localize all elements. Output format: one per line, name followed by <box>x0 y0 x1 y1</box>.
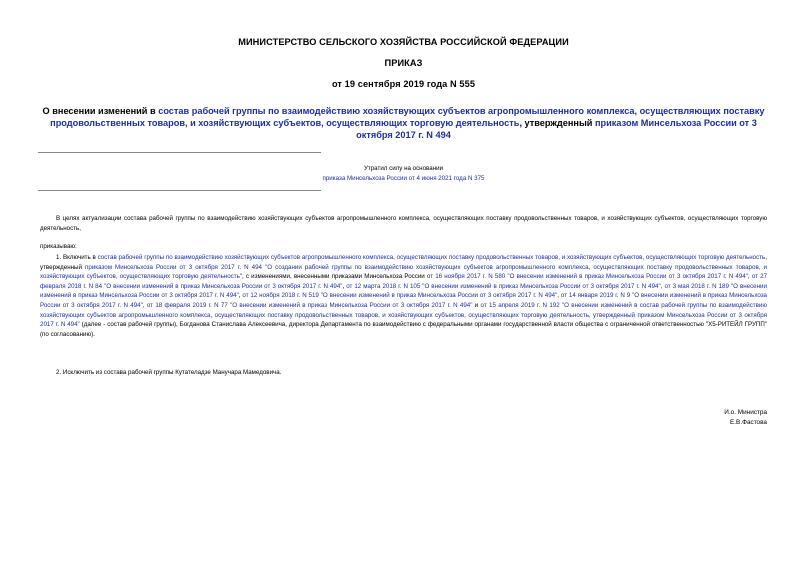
item-2: 2. Исключить из состава рабочей группы Кутателадзе Манучара Мамедовича. <box>56 369 282 376</box>
item1-order-494-link[interactable]: приказом Минсельхоза России от 3 октября 2017 г. N 494 "О создании рабочей группы по взаимодействию хозяйствующих субъектов агропромышленного комплекса, осуществляющих поставку продовольственных товаров, и хозяйствующих субъектов, осуществляющих торговую деятельность" <box>40 263 767 281</box>
title-group-link[interactable]: состав рабочей группы по взаимодействию хозяйствующих субъектов агропромышленного комплекса, осуществляющих поставку продовольственных товаров, и хозяйствующих субъектов, осуществляющих торговую деятельность <box>50 106 765 128</box>
item1-text: , <box>342 282 347 290</box>
item1-order-519-link[interactable]: от 12 ноября 2018 г. N 519 "О внесении изменений в приказ Минсельхоза России от 3 октября 2017 г. N 494" <box>242 292 558 300</box>
item1-order-84-link[interactable]: от 27 февраля 2018 г. N 84 "О внесении изменений в приказ Минсельхоза России от 3 октября 2017 г. N 494" <box>40 273 768 290</box>
item1-text: и <box>472 301 481 309</box>
signatory-position: И.о. Министра <box>724 409 767 416</box>
document-type: ПРИКАЗ <box>384 58 423 68</box>
item1-group-link[interactable]: состав рабочей группы по взаимодействию хозяйствующих субъектов агропромышленного комплекса, осуществляющих поставку продовольственных товаров, и хозяйствующих субъектов, осуществляющих торговую деятельность <box>97 254 766 261</box>
item1-order-192-link[interactable]: от 15 апреля 2019 г. N 192 "О внесении изменений в состав рабочей группы по взаимодействию хозяйствующих субъектов агропромышленного комплекса, осуществляющих поставку продовольственных товаров, и хозяйствующих субъектов, осуществляющих торговую деятельность, утвержденный приказом Минсельхоза России от 3 октября 2017 г. N 494" <box>40 301 768 329</box>
title-order-link[interactable]: приказом Минсельхоза России от 3 октября 2017 г. N 494 <box>356 118 757 140</box>
item1-order-77-link[interactable]: от 18 февраля 2019 г. N 77 "О внесении изменений в приказ Минсельхоза России от 3 октября 2017 г. N 494" <box>146 301 473 309</box>
item1-text: (далее - состав рабочей группы), Богданова Станислава Алексеевича, директора Департамента по взаимодействию с федеральными органами государственной власти общества с ограниченной ответственностью "Х5-РИТЕЙЛ ГРУПП" (по согласованию). <box>40 321 767 338</box>
title-suffix: , утвержденный <box>519 118 595 128</box>
item1-order-105-link[interactable]: от 12 марта 2018 г. N 105 "О внесении изменений в приказ Минсельхоза России от 3 октября 2017 г. N 494" <box>346 282 661 290</box>
status-note <box>0 164 807 183</box>
item1-order-9-link[interactable]: от 14 января 2019 г. N 9 "О внесении изменений в приказ Минсельхоза России от 3 октября 2017 г. N 494" <box>40 292 767 309</box>
item1-order-189-link[interactable]: от 3 мая 2018 г. N 189 "О внесении изменений в приказ Минсельхоза России от 3 октября 2017 г. N 494" <box>40 282 767 300</box>
status-line: Утратил силу на основании <box>363 165 444 172</box>
item1-text: , <box>142 301 147 309</box>
order-word: приказываю: <box>40 243 77 250</box>
item-1 <box>40 253 767 339</box>
title-prefix: О внесении изменений в <box>42 106 159 116</box>
status-repeal-link[interactable]: приказа Минсельхоза России от 4 июня 2021 года N 375 <box>322 174 485 182</box>
divider-top <box>38 152 321 153</box>
preamble: В целях актуализации состава рабочей группы по взаимодействию хозяйствующих субъектов агропромышленного комплекса, осуществляющих поставку продовольственных товаров, и хозяйствующих субъектов, осуществляющих торговую деятельность, <box>40 215 767 232</box>
item1-text: , утвержденный <box>40 254 767 271</box>
item1-text: , с изменениями, внесенными приказами Минсельхоза России <box>242 273 427 281</box>
item1-text: , <box>238 292 243 300</box>
item1-order-580-link[interactable]: от 16 ноября 2017 г. N 580 "О внесении изменений в приказ Минсельхоза России от 3 октября 2017 г. N 494" <box>426 273 748 281</box>
item1-text: , <box>557 292 561 300</box>
item1-text: 1. Включить в <box>56 254 98 261</box>
signatory-name: Е.В.Фастова <box>730 419 767 426</box>
item1-text: , <box>660 282 665 290</box>
document-date-number: от 19 сентября 2019 года N 555 <box>331 79 476 89</box>
divider-bottom <box>38 190 321 191</box>
document-title <box>40 105 767 141</box>
signature-block <box>724 408 767 428</box>
ministry-heading: МИНИСТЕРСТВО СЕЛЬСКОГО ХОЗЯЙСТВА РОССИЙСКОЙ ФЕДЕРАЦИИ <box>238 37 569 47</box>
item1-text: , <box>747 273 752 281</box>
